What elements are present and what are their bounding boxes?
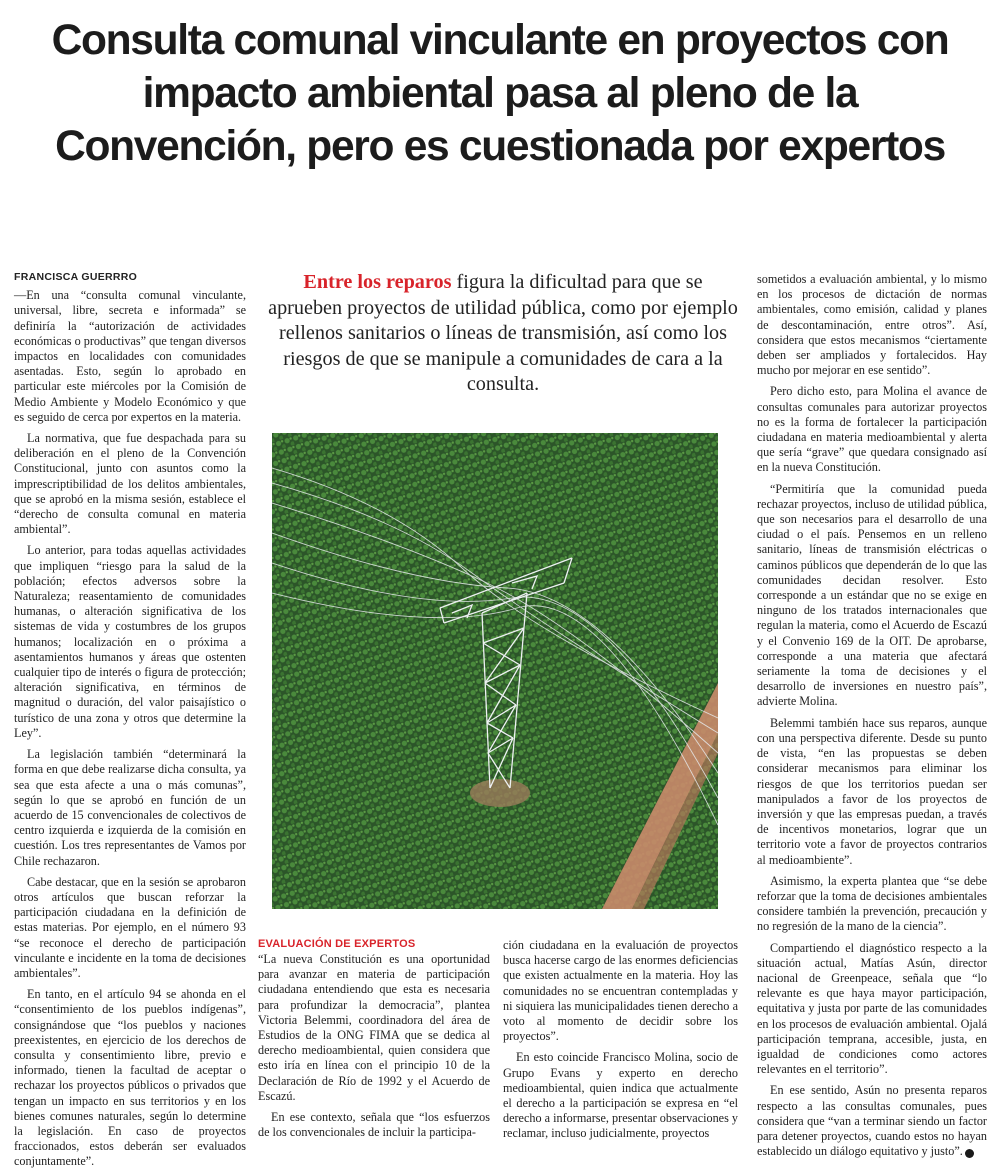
headline-line-2: impacto ambiental pasa al pleno de la [142, 70, 858, 117]
article-column-left [14, 270, 246, 1176]
pull-quote [266, 270, 740, 398]
paragraph: ción ciudadana en la evaluación de proyectos busca hacerse cargo de las enormes deficiencias que existen actualmente en la materia. Hoy las comunidades no se encuentran contempladas y ni siquiera las municipalidades tienen derecho a voto al momento de decidir sobre los proyectos”. [503, 938, 738, 1044]
pull-quote-text: figura la dificultad para que se aprueben proyectos de utilidad pública, como por ejemplo rellenos sanitarios o líneas de transmisión, así como los riesgos de que se manipule a comunidades de cara a la consulta. [268, 271, 738, 395]
paragraph: En tanto, en el artículo 94 se ahonda en el “consentimiento de los pueblos indígenas”, consignándose que “los pueblos y naciones preexistentes, en ejercicio de los derechos de consulta y consentimiento libre, previo e informado, tienen la facultad de aceptar o rechazar los proyectos públicos o privados que tengan un impacto en sus territorios y en los bienes comunes naturales, según lo determine la legislación. En caso de proyectos fraccionados, estos deberán ser evaluados conjuntamente”. [14, 987, 246, 1169]
paragraph: Cabe destacar, que en la sesión se aprobaron otros artículos que buscan reforzar la participación ciudadana en la definición de estas materias. Por ejemplo, en el número 93 “se reconoce el derecho de participación vinculante e incidente en la toma de decisiones ambientales”. [14, 874, 246, 980]
paragraph-last-text: En ese sentido, Asún no presenta reparos respecto a las consultas comunales, pues considera que “van a terminar siendo un factor para detener proyectos, cuando estos no hayan establecido un diálogo equitativo y justo”. [757, 1083, 987, 1159]
paragraph: La legislación también “determinará la forma en que debe realizarse dicha consulta, ya sea que esta afecte a una o más comunas”, según lo que se aprobó en función de un acuerdo de 15 convencionales de colectivos de centro izquierda e izquierda de la comisión en cuestión. Los tres representantes de Vamos por Chile rechazaron. [14, 747, 246, 868]
paragraph: “Permitiría que la comunidad pueda rechazar proyectos, incluso de utilidad pública, que son necesarios para el desarrollo de una ciudad o el país. Pensemos en un relleno sanitario, líneas de transmisión eléctricas o caminos públicos que dependerán de lo que las comunidades decidan resolver. Esto corresponde a un estándar que no se exige en ninguno de los tratados internacionales que regulan la materia, como el Acuerdo de Escazú y el Convenio 169 de la OIT. De aprobarse, corresponde a una materia que afectará seriamente la toma de decisiones y el desarrollo de inversiones en nuestro país”, advierte Molina. [757, 481, 987, 709]
paragraph: Pero dicho esto, para Molina el avance de consultas comunales para autorizar proyectos no es la forma de fortalecer la participación ciudadana en materia medioambiental y alerta que sería “grave” que quedara consignado así en la nueva Constitución. [757, 384, 987, 475]
headline [0, 14, 1000, 173]
paragraph: Lo anterior, para todas aquellas actividades que impliquen “riesgo para la salud de la población; efectos adversos sobre la Naturaleza; reasentamiento de comunidades humanas, o alteración significativa de los sistemas de vida y costumbres de los grupos humanos; localización en o próxima a asentamientos humanos y áreas que ostenten cualquier tipo de interés o figura de protección; alteración significativa, en términos de magnitud o duración, del valor paisajístico o turístico de una zona y otros que determine la Ley”. [14, 543, 246, 740]
article-column-middle-2 [503, 938, 738, 1148]
section-subhead: EVALUACIÓN DE EXPERTOS [258, 938, 416, 950]
paragraph: En esto coincide Francisco Molina, socio de Grupo Evans y experto en derecho medioambiental, quien indica que actualmente el derecho a la participación se expresa en “el derecho a informarse, presentar observaciones y reclamar, incluso judicialmente, proyectos [503, 1050, 738, 1141]
photo-illustration [272, 433, 718, 909]
paragraph: —En una “consulta comunal vinculante, universal, libre, secreta e informada” se definiría la “autorización de actividades económicas o productivas” que tengan diversos impactos en localidades con comunidades asentadas. Esto, según lo aprobado en particular este miércoles por la Comisión de Medio Ambiente y Modelo Económico y que es seguido de cerca por expertos en la materia. [14, 288, 246, 424]
paragraph: “La nueva Constitución es una oportunidad para avanzar en materia de participación ciudadana entendiendo que esta es necesaria para profundizar la democracia”, plantea Victoria Belemmi, coordinadora del área de Estudios de la ONG FIMA que se dedica al derecho medioambiental, quien considera que esto iría en línea con el principio 10 de la Declaración de Río de 1992 y el Acuerdo de Escazú. [258, 952, 490, 1103]
end-mark-icon: P [965, 1149, 974, 1158]
byline: FRANCISCA GUERRRO [14, 271, 138, 283]
headline-line-3: Convención, pero es cuestionada por expertos [55, 123, 945, 170]
paragraph: sometidos a evaluación ambiental, y lo mismo en los procesos de dictación de normas ambientales, como emisión, calidad y planes de descontaminación, entre otros”. Así, considera que estos mecanismos “ciertamente deben ser ampliados y fortalecidos. Hay mucho por mejorar en ese sentido”. [757, 272, 987, 378]
pull-quote-lead: Entre los reparos [303, 271, 452, 293]
article-column-right [757, 272, 987, 1165]
paragraph-last [757, 1083, 987, 1159]
transmission-tower-aerial-photo [272, 433, 718, 909]
paragraph: Belemmi también hace sus reparos, aunque con una perspectiva diferente. Desde su punto de vista, “en las propuestas se deben considerar mecanismos para eliminar los riesgos de que los territorios puedan ser manipulados a favor de los proyectos de inversión y que las empresas puedan, a través de incentivos monetarios, lograr que un territorio vote a favor de proyectos contrarios al medioambiente”. [757, 715, 987, 867]
headline-line-1: Consulta comunal vinculante en proyectos con [51, 17, 949, 64]
paragraph: Asimismo, la experta plantea que “se debe reforzar que la toma de decisiones ambientales considere también la prevención, precaución y no regresión de la mano de la ciencia”. [757, 873, 987, 934]
paragraph: La normativa, que fue despachada para su deliberación en el pleno de la Convención Constitucional, junto con asuntos como la imprescriptibilidad de los delitos ambientales, que se aprobó en la misma sesión, establece el “derecho de consulta comunal en materia ambiental”. [14, 431, 246, 537]
article-column-middle-1 [258, 952, 490, 1146]
paragraph: Compartiendo el diagnóstico respecto a la situación actual, Matías Asún, director nacional de Greenpeace, señala que “lo relevante es que haya mayor participación, equitativa y justa por parte de las comunidades en los procesos de evaluación ambiental. Ojalá participación temprana, accesible, justa, en igualdad de condiciones como actores relevantes en el territorio”. [757, 940, 987, 1077]
paragraph: En ese contexto, señala que “los esfuerzos de los convencionales de incluir la participa- [258, 1110, 490, 1140]
